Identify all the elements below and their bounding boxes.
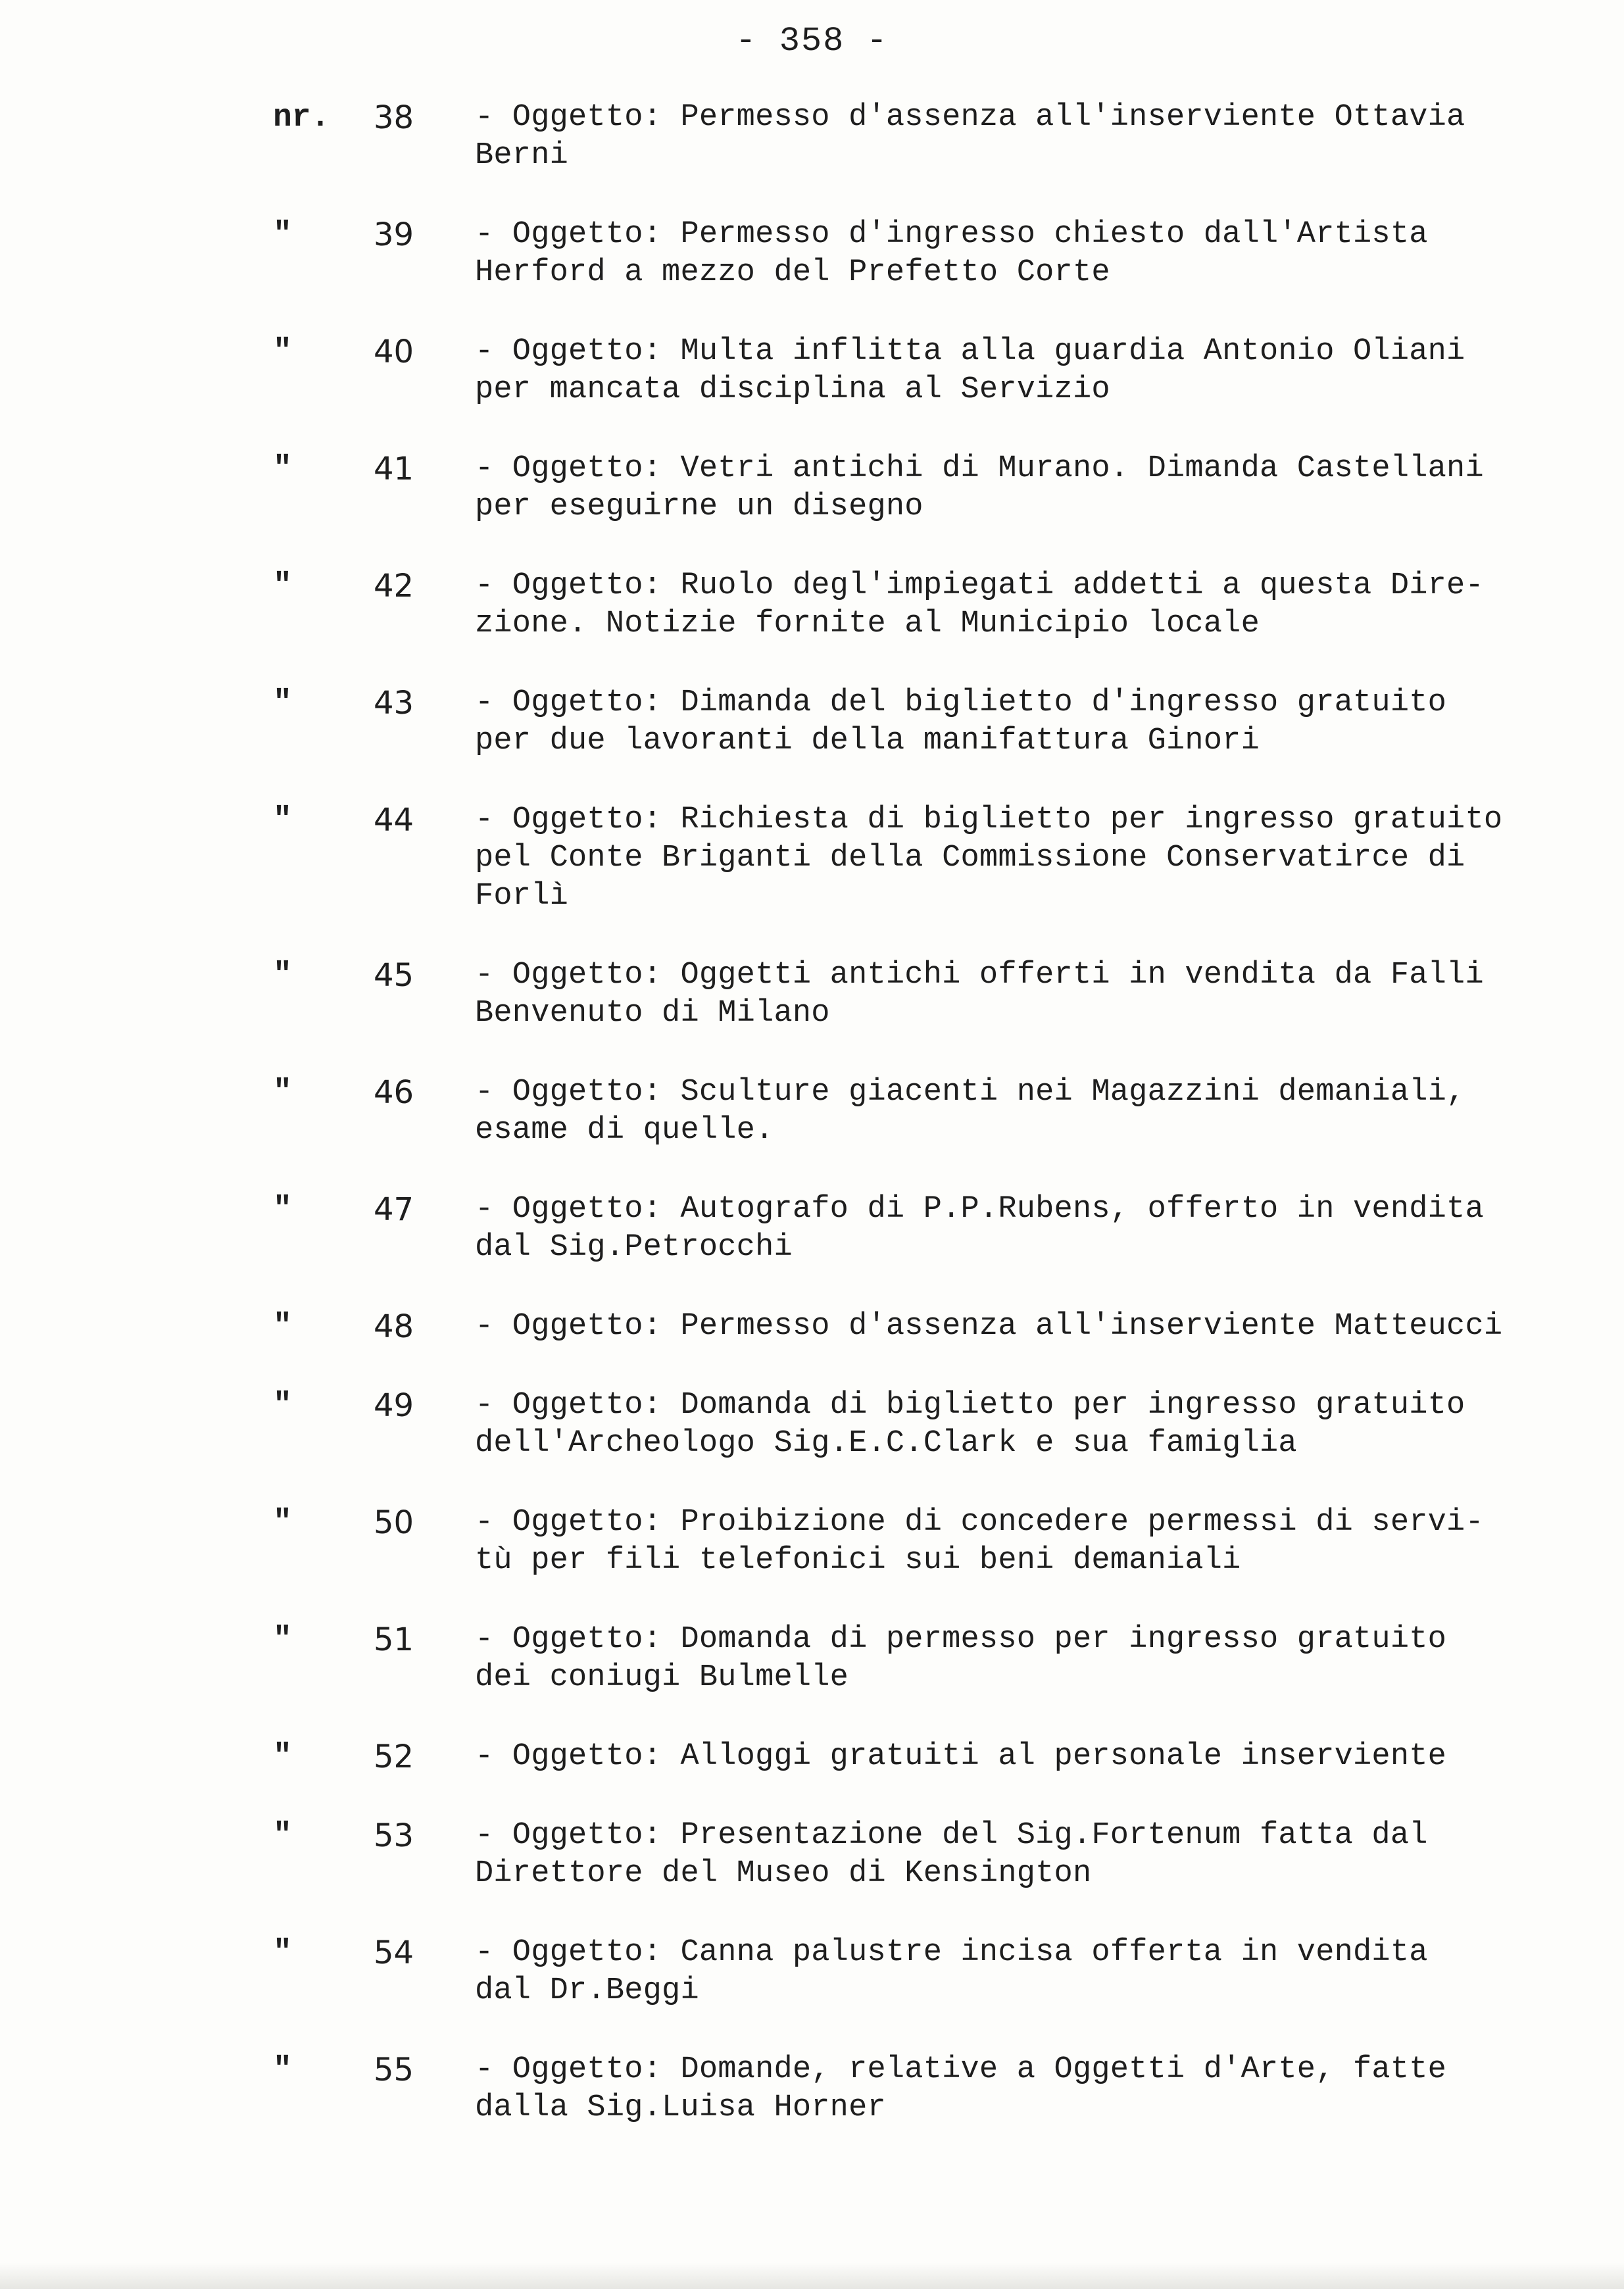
entry-prefix: nr. — [273, 100, 330, 135]
entry-text-line: - Oggetto: Domande, relative a Oggetti d'Arte, fatte — [475, 2052, 1447, 2087]
entry-text — [475, 216, 1593, 292]
entry-prefix: " — [273, 1622, 292, 1658]
entry-text-line: Direttore del Museo di Kensington — [475, 1856, 1092, 1891]
entry-prefix: " — [273, 685, 292, 721]
entry-text — [475, 333, 1593, 409]
entry-text-line: zione. Notizie fornite al Municipio locale — [475, 606, 1260, 641]
entry-text-line: - Oggetto: Proibizione di concedere permessi di servi- — [475, 1505, 1484, 1540]
entry-number: 52 — [374, 1738, 414, 1775]
entry-text-line: tù per fili telefonici sui beni demaniali — [475, 1543, 1241, 1578]
entry-prefix: " — [273, 1192, 292, 1227]
entry-prefix: " — [273, 334, 292, 370]
entry-text-line: - Oggetto: Alloggi gratuiti al personale inserviente — [475, 1739, 1447, 1774]
entry-text-line: - Oggetto: Permesso d'assenza all'inserviente Ottavia — [475, 100, 1465, 135]
entry-text-line: - Oggetto: Vetri antichi di Murano. Dimanda Castellani — [475, 451, 1484, 486]
entry-text-line: - Oggetto: Ruolo degl'impiegati addetti a questa Dire- — [475, 568, 1484, 603]
entry-text-line: - Oggetto: Oggetti antichi offerti in vendita da Falli — [475, 958, 1484, 993]
entry-number: 42 — [374, 568, 414, 604]
entry-prefix: " — [273, 217, 292, 253]
entry-number: 51 — [374, 1621, 414, 1658]
entry-prefix: " — [273, 1935, 292, 1971]
entry-text — [475, 1073, 1593, 1150]
entry-text — [475, 450, 1593, 526]
entry-number: 39 — [374, 216, 414, 253]
entry-prefix: " — [273, 1818, 292, 1854]
entry-text — [475, 99, 1593, 175]
entry-text — [475, 956, 1593, 1033]
entry-number: 54 — [374, 1934, 414, 1971]
entry-number: 46 — [374, 1074, 414, 1111]
entry-prefix: " — [273, 802, 292, 838]
entry-text-line: per mancata disciplina al Servizio — [475, 372, 1110, 407]
entry-text — [475, 2051, 1593, 2127]
entry-prefix: " — [273, 2052, 292, 2088]
entry-text — [475, 1817, 1593, 1893]
entry-text — [475, 1738, 1593, 1776]
entry-prefix: " — [273, 1309, 292, 1344]
entry-text-line: per due lavoranti della manifattura Ginori — [475, 724, 1260, 758]
entry-text-line: - Oggetto: Autografo di P.P.Rubens, offerto in vendita — [475, 1192, 1484, 1227]
entry-text — [475, 567, 1593, 643]
entry-text-line: dal Sig.Petrocchi — [475, 1230, 793, 1265]
entry-number: 49 — [374, 1387, 414, 1424]
entry-text-line: - Oggetto: Domanda di permesso per ingresso gratuito — [475, 1622, 1447, 1657]
entry-text-line: Berni — [475, 138, 569, 173]
entry-prefix: " — [273, 1388, 292, 1423]
entry-prefix: " — [273, 568, 292, 604]
entry-prefix: " — [273, 1505, 292, 1540]
entry-text-line: - Oggetto: Multa inflitta alla guardia Antonio Oliani — [475, 334, 1465, 369]
entry-number: 53 — [374, 1817, 414, 1854]
entry-text-line: - Oggetto: Dimanda del biglietto d'ingresso gratuito — [475, 685, 1447, 720]
entry-text — [475, 1504, 1593, 1580]
entry-text-line: esame di quelle. — [475, 1113, 774, 1148]
entry-text — [475, 1308, 1593, 1346]
entry-text-line: pel Conte Briganti della Commissione Conservatirce di — [475, 841, 1465, 875]
entry-number: 41 — [374, 451, 414, 487]
entry-text-line: Benvenuto di Milano — [475, 996, 830, 1031]
entry-number: 47 — [374, 1191, 414, 1228]
entry-text-line: dalla Sig.Luisa Horner — [475, 2090, 886, 2125]
entry-text-line: - Oggetto: Domanda di biglietto per ingresso gratuito — [475, 1388, 1465, 1423]
entry-text — [475, 1191, 1593, 1267]
entry-text — [475, 684, 1593, 760]
entry-prefix: " — [273, 958, 292, 993]
entry-number: 43 — [374, 685, 414, 722]
entry-number: 38 — [374, 99, 414, 136]
entry-number: 44 — [374, 802, 414, 839]
page-edge-shadow — [0, 2263, 1624, 2289]
entry-text-line: per eseguirne un disegno — [475, 489, 923, 524]
entry-text-line: - Oggetto: Permesso d'ingresso chiesto dall'Artista — [475, 217, 1428, 252]
entry-text-line: - Oggetto: Presentazione del Sig.Fortenum fatta dal — [475, 1818, 1428, 1853]
entry-text-line: - Oggetto: Richiesta di biglietto per ingresso gratuito — [475, 802, 1503, 837]
entry-prefix: " — [273, 1075, 292, 1110]
entry-text-line: - Oggetto: Sculture giacenti nei Magazzini demaniali, — [475, 1075, 1465, 1110]
entry-text-line: Herford a mezzo del Prefetto Corte — [475, 255, 1110, 290]
entry-text-line: Forlì — [475, 879, 569, 914]
entry-text-line: dal Dr.Beggi — [475, 1973, 699, 2008]
entry-text — [475, 1621, 1593, 1697]
entry-text — [475, 801, 1593, 916]
entry-text-line: - Oggetto: Canna palustre incisa offerta in vendita — [475, 1935, 1428, 1970]
entry-number: 40 — [374, 333, 414, 370]
entry-number: 50 — [374, 1504, 414, 1541]
entry-number: 55 — [374, 2052, 414, 2088]
page-number: - 358 - — [735, 22, 889, 61]
entry-number: 48 — [374, 1308, 414, 1345]
entry-text-line: dei coniugi Bulmelle — [475, 1660, 849, 1695]
entry-prefix: " — [273, 451, 292, 487]
entry-text — [475, 1387, 1593, 1463]
entry-prefix: " — [273, 1739, 292, 1775]
entry-text-line: dell'Archeologo Sig.E.C.Clark e sua famiglia — [475, 1426, 1297, 1461]
entry-text-line: - Oggetto: Permesso d'assenza all'inserviente Matteucci — [475, 1309, 1503, 1344]
entry-number: 45 — [374, 957, 414, 994]
entry-text — [475, 1934, 1593, 2010]
